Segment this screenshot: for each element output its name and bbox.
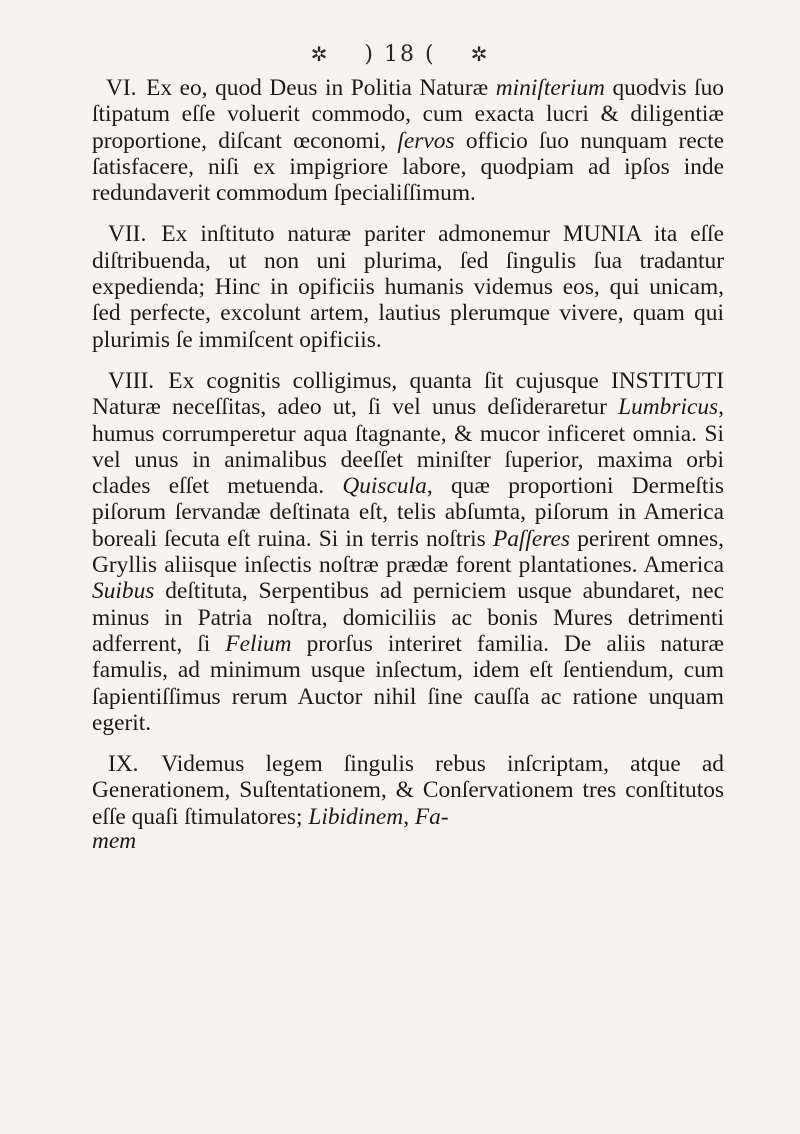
left-ornament-icon: ✲ xyxy=(310,42,330,66)
paragraph-number: VII. xyxy=(108,221,147,248)
paragraph-number: IX. xyxy=(108,751,139,778)
paragraph-number: VI. xyxy=(106,75,137,101)
body-text xyxy=(92,75,724,869)
paragraph-vi: VI. Ex eo, quod Deus in Politia Naturæ miniſterium quodvis ſuo ſtipatum eſſe voluerit commodo, cum exacta lucri & diligentiæ proportione, diſcant œconomi, ſervos officio ſuo nunquam recte ſatisfacere, niſi ex impigriore labore, quodpiam ad ipſos inde redundaverit commodum ſpecialiſſimum. xyxy=(92,75,724,207)
paragraph-vii: VII. Ex inſtituto naturæ pariter admonemur MUNIA ita eſſe diſtribuenda, ut non uni plurima, ſed ſingulis ſua tradantur expedienda; Hinc in opificiis humanis videmus eos, qui unicam, ſed perfecte, excolunt artem, lautius plerumque vivere, quam qui plurimis ſe immiſcent opificiis. xyxy=(92,221,724,353)
running-header xyxy=(0,42,800,67)
page-number: ) 18 ( xyxy=(364,42,436,67)
paragraph-number: VIII. xyxy=(108,367,155,394)
paragraph-viii: VIII. Ex cognitis colligimus, quanta ſit cujusque INSTITUTI Naturæ neceſſitas, adeo ut, ſi vel unus deſideraretur Lumbricus, humus corrumperetur aqua ſtagnante, & mucor inficeret omnia. Si vel unus in animalibus deeſſet miniſter ſuperior, maxima orbi clades eſſet metuenda. Quiscula, quæ proportioni Dermeſtis piſorum ſervandæ deſtinata eſt, telis abſumta, piſorum in America boreali ſecuta eſt ruina. Si in terris noſtris Paſſeres perirent omnes, Gryllis aliisque inſectis noſtræ prædæ forent plantationes. America Suibus deſtituta, Serpentibus ad perniciem usque abundaret, nec minus in Patria noſtra, domiciliis ac bonis Mures detrimenti adferrent, ſi Felium prorſus interiret familia. De aliis naturæ famulis, ad minimum usque inſectum, idem eſt ſentiendum, cum ſapientiſſimus rerum Auctor nihil ſine cauſſa ac ratione unquam egerit. xyxy=(92,367,725,736)
right-ornament-icon: ✲ xyxy=(470,42,490,66)
paragraph-ix: IX. Videmus legem ſingulis rebus inſcriptam, atque ad Generationem, Suſtentationem, & Conſervationem tres conſtitutos eſſe quaſi ſtimulatores; Libidinem, Fa- mem xyxy=(92,751,724,855)
catchword: mem xyxy=(92,828,137,855)
